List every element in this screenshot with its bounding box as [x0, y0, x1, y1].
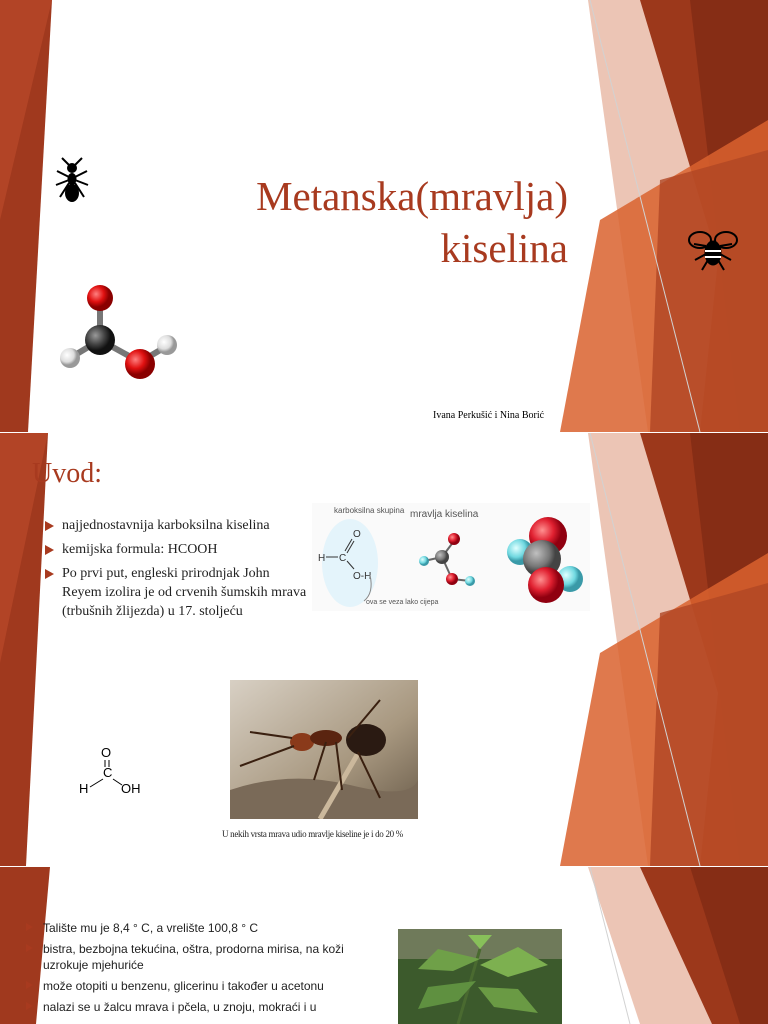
bond-label: ova se veza lako cijepa: [366, 599, 439, 606]
authors: Ivana Perkušić i Nina Borić: [433, 410, 545, 421]
slide-title: [256, 170, 568, 274]
atom-c: C: [103, 765, 113, 780]
list-item: nalazi se u žalcu mrava i pčela, u znoju, mokraći i u: [23, 999, 363, 1015]
slide-heading: Uvod:: [32, 458, 102, 489]
list-item: bistra, bezbojna tekućina, oštra, prodorna mirisa, na koži uzrokuje mjehuriće: [23, 941, 363, 973]
intro-slide: [0, 433, 768, 866]
title-slide: [0, 0, 768, 432]
bullet-list: [23, 920, 363, 1020]
atom-h: H: [79, 781, 89, 796]
properties-slide: [0, 867, 768, 1024]
list-item: kemijska formula: HCOOH: [42, 540, 310, 559]
atom-oh: O-H: [353, 571, 372, 582]
atom-c: C: [339, 553, 347, 564]
bee-icon: [688, 228, 738, 274]
atom-h: H: [318, 553, 326, 564]
ant-photo: [230, 680, 418, 819]
atom-o: O: [101, 745, 112, 760]
structural-formula: [75, 741, 155, 801]
atom-oh: OH: [121, 781, 141, 796]
atom-o: O: [353, 529, 361, 540]
title-line-1: Metanska(mravlja): [256, 173, 568, 219]
title-line-2: kiselina: [440, 225, 568, 271]
nettle-photo: [398, 929, 562, 1024]
list-item: može otopiti u benzenu, glicerinu i također u acetonu: [23, 978, 363, 994]
ant-icon: [52, 157, 92, 207]
formic-acid-diagram: [312, 503, 590, 611]
bullet-list: [42, 516, 310, 626]
photo-caption: U nekih vrsta mrava udio mravlje kiseline je i do 20 %: [222, 829, 404, 839]
list-item: Talište mu je 8,4 ° C, a vrelište 100,8 ° C: [23, 920, 363, 936]
list-item: Po prvi put, engleski prirodnjak John Reyem izolira je od crvenih šumskih mrava (trbušnih žlijezda) u 17. stoljeću: [42, 564, 310, 621]
acid-label: mravlja kiselina: [410, 509, 479, 520]
molecule-ball-model: [55, 280, 185, 385]
list-item: najjednostavnija karboksilna kiselina: [42, 516, 310, 535]
group-label: karboksilna skupina: [334, 506, 405, 515]
